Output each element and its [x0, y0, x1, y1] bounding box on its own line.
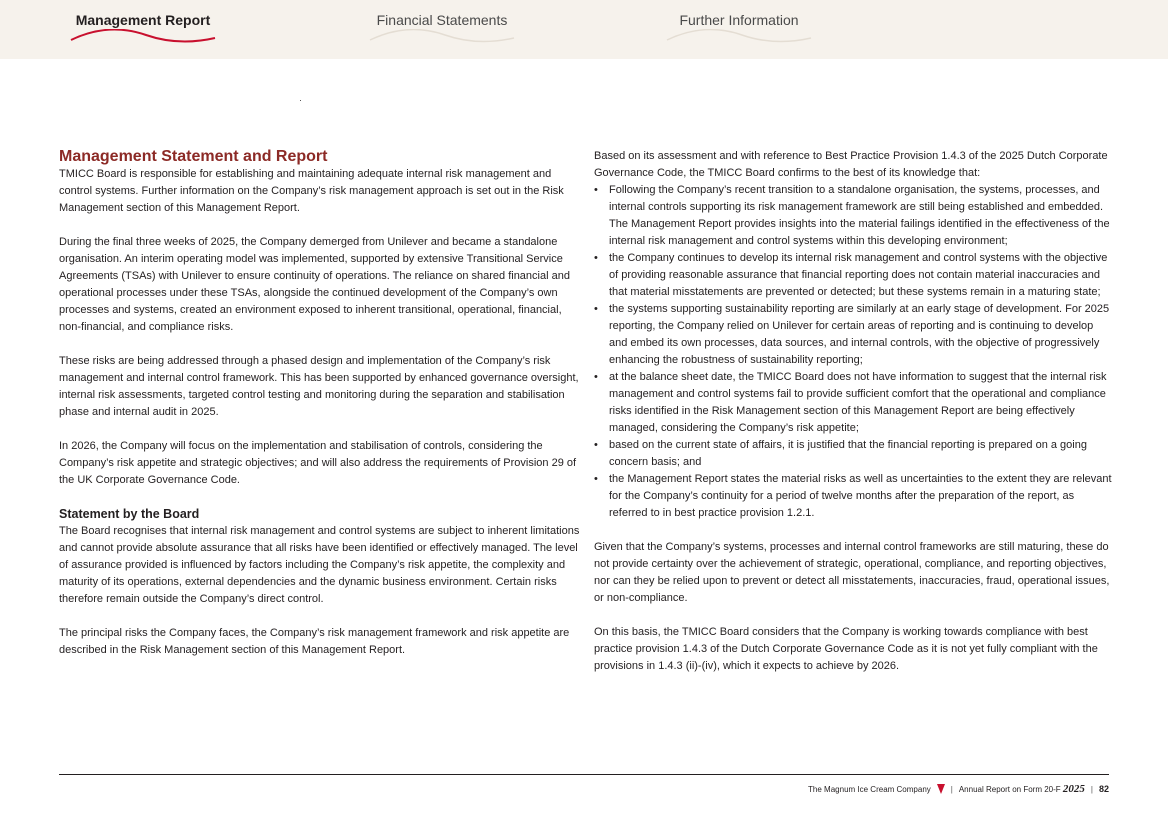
section-subtitle: Statement by the Board: [59, 507, 200, 521]
page-number: 82: [1098, 784, 1109, 794]
stray-dot: [300, 100, 301, 101]
footer: [808, 783, 1109, 795]
paragraph: In 2026, the Company will focus on the implementation and stabilisation of controls, considering the Company’s risk appetite and strategic objectives; and will also address the requirements of Provision 29 of the UK Corporate Governance Code.: [59, 440, 577, 486]
tab-management-report-label: Management Report: [75, 12, 211, 28]
list-item: • the Company continues to develop its internal risk management and control systems with the objective of providing reasonable assurance that financial reporting does not contain material inaccuracies and that material misstatements are prevented or detected; but these systems remain in a maturing state;: [594, 250, 1114, 301]
footer-divider: [59, 774, 1109, 775]
footer-company: The Magnum Ice Cream Company: [808, 784, 931, 794]
paragraph: The Board recognises that internal risk management and control systems are subject to inherent limitations and cannot provide absolute assurance that all risks have been identified or effectively managed. The level of assurance provided is influenced by factors including the Company’s risk appetite, the complexity and maturity of its operations, external dependencies and the dynamic business environment. Certain risks therefore remain outside the Company’s direct control.: [59, 525, 580, 605]
list-item: • Following the Company’s recent transition to a standalone organisation, the systems, processes, and internal controls supporting its risk management framework are still being established and embedded. The Management Report provides insights into the material failings identified in the effectiveness of the internal risk management and control systems within this developing environment;: [594, 182, 1114, 250]
paragraph: The principal risks the Company faces, the Company’s risk management framework and risk appetite are described in the Risk Management section of this Management Report.: [59, 627, 570, 656]
tab-financial-statements[interactable]: [362, 0, 522, 59]
paragraph: During the final three weeks of 2025, the Company demerged from Unilever and became a standalone organisation. An interim operating model was implemented, supported by extensive Transitional Service Agreements (TSAs) with Unilever to ensure continuity of operations. The reliance on shared financial and operational processes under these TSAs, alongside the continued development of the Company’s own processes and systems, created an environment exposed to inherent transitional, operational, financial, non-financial, and compliance risks.: [59, 236, 570, 333]
paragraph: TMICC Board is responsible for establishing and maintaining adequate internal risk management and control systems. Further information on the Company’s risk management approach is set out in the Risk Management section of this Management Report.: [59, 168, 564, 214]
brand-logo-icon: [937, 784, 945, 794]
top-navigation: [0, 0, 1168, 59]
tab-further-information[interactable]: [659, 0, 819, 59]
right-column: [594, 148, 1114, 692]
footer-report-label: Annual Report on Form 20-F: [958, 785, 1061, 794]
paragraph: These risks are being addressed through a phased design and implementation of the Company’s risk management and internal control framework. This has been supported by enhanced governance oversight, internal risk assessments, targeted control testing and monitoring during the separation and stabilisation phase and internal audit in 2025.: [59, 355, 579, 418]
list-item: • the systems supporting sustainability reporting are similarly at an early stage of development. For 2025 reporting, the Company relied on Unilever for certain areas of reporting and is continuing to develop and embed its own processes, data sources, and internal controls, with the objective of progressively enhancing the robustness of sustainability reporting;: [594, 301, 1114, 369]
tab-management-report[interactable]: [63, 0, 223, 59]
list-item: • based on the current state of affairs, it is justified that the financial reporting is prepared on a going concern basis; and: [594, 437, 1114, 471]
footer-report-name: [959, 783, 1085, 795]
footer-separator: |: [950, 784, 953, 794]
footer-separator: |: [1090, 784, 1093, 794]
left-column: [59, 148, 581, 676]
paragraph: Given that the Company’s systems, processes and internal control frameworks are still maturing, these do not provide certainty over the achievement of strategic, operational, compliance, and reporting objectives, nor can they be relied upon to prevent or detect all misstatements, inaccuracies, fraud, operational issues, or non-compliance.: [594, 541, 1110, 604]
tab-further-information-label: Further Information: [679, 12, 799, 28]
paragraph: Based on its assessment and with reference to Best Practice Provision 1.4.3 of the 2025 Dutch Corporate Governance Code, the TMICC Board confirms to the best of its knowledge that:: [594, 150, 1108, 179]
footer-year: 2025: [1062, 783, 1085, 795]
confirmation-list: [594, 182, 1114, 522]
list-item: • at the balance sheet date, the TMICC Board does not have information to suggest that the internal risk management and control systems fail to provide sufficient comfort that the operational and compliance risks identified in the Risk Management section of this Management Report are being effectively managed, considering the Company’s risk appetite;: [594, 369, 1114, 437]
tab-financial-statements-label: Financial Statements: [376, 12, 508, 28]
paragraph: On this basis, the TMICC Board considers that the Company is working towards compliance with best practice provision 1.4.3 of the Dutch Corporate Governance Code as it is not yet fully compliant with the provisions in 1.4.3 (ii)-(iv), which it expects to achieve by 2026.: [594, 626, 1098, 672]
section-title: Management Statement and Report: [59, 148, 328, 165]
active-tab-underline: [68, 29, 218, 43]
list-item: • the Management Report states the material risks as well as uncertainties to the extent they are relevant for the Company’s continuity for a period of twelve months after the preparation of the report, as referred to in best practice provision 1.2.1.: [594, 471, 1114, 522]
inactive-tab-underline: [664, 29, 814, 43]
inactive-tab-underline: [367, 29, 517, 43]
